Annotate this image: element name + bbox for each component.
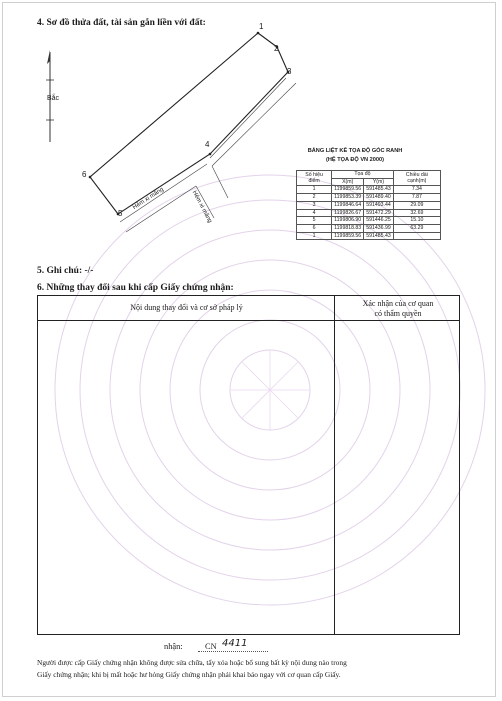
changes-header-content: Nội dung thay đổi và cơ sở pháp lý [130, 303, 243, 312]
table-row: 1 1199859.56 591485.43 [297, 232, 441, 240]
cert-number-handwritten: 4411 [222, 638, 248, 649]
point-label-6: 6 [82, 170, 87, 179]
point-label-5: 5 [118, 209, 123, 218]
table-row: 5 1199806.90 591446.25 15.10 [297, 217, 441, 225]
confirmation-line-2: có thẩm quyền [374, 309, 422, 318]
coordinate-table [296, 170, 441, 240]
table-row: 6 1199818.83 591436.99 63.29 [297, 224, 441, 232]
changes-header-confirmation [335, 299, 461, 319]
cert-number-prefix: CN [205, 642, 217, 651]
point-label-1: 1 [259, 22, 264, 31]
point-label-2: 2 [274, 44, 279, 53]
road-label-2: Hẻm xi măng [190, 190, 213, 225]
coordinate-table-subtitle: (HỆ TỌA ĐỘ VN 2000) [326, 157, 384, 163]
confirmation-line-1: Xác nhận của cơ quan [362, 299, 434, 308]
coord-header-x: X(m) [332, 178, 364, 186]
changes-table [37, 295, 460, 635]
cert-number-label: nhận: [164, 642, 183, 651]
table-row: 1 1199859.56 591485.43 7.34 [297, 186, 441, 194]
footer-note-line-1: Người được cấp Giấy chứng nhận không được sửa chữa, tẩy xóa hoặc bổ sung bất kỳ nội dung nào trong [37, 658, 347, 667]
coordinate-table-title: BẢNG LIỆT KÊ TỌA ĐỘ GÓC RANH [307, 148, 403, 154]
coord-header-point: Số hiệu điểm [297, 171, 332, 186]
coord-header-y: Y(m) [364, 178, 394, 186]
section-5-heading: 5. Ghi chú: -/- [37, 266, 94, 276]
corner-markers [89, 32, 290, 216]
table-row: 2 1199853.39 591489.40 7.87 [297, 194, 441, 202]
road-label-1: Hẻm xi măng [132, 186, 165, 212]
section-4-heading: 4. Sơ đồ thửa đất, tài sản gắn liền với đất: [37, 18, 206, 28]
parcel-boundary [90, 33, 288, 214]
section-6-heading: 6. Những thay đổi sau khi cấp Giấy chứng nhận: [37, 283, 234, 293]
point-label-3: 3 [287, 67, 292, 76]
coord-header-length: Chiều dài cạnh(m) [393, 171, 440, 186]
table-row: 4 1199826.67 591472.29 32.69 [297, 209, 441, 217]
coord-header-group: Tọa độ [332, 171, 394, 179]
cert-number-dotline [198, 651, 268, 652]
changes-content-column [38, 296, 335, 634]
table-row: 3 1199846.64 591493.44 29.09 [297, 201, 441, 209]
footer-note-line-2: Giấy chứng nhận; khi bị mất hoặc hư hỏng Giấy chứng nhận phải khai báo ngay với cơ quan cấp Giấy. [37, 670, 341, 679]
point-label-4: 4 [205, 140, 210, 149]
north-label: Bắc [47, 95, 60, 102]
